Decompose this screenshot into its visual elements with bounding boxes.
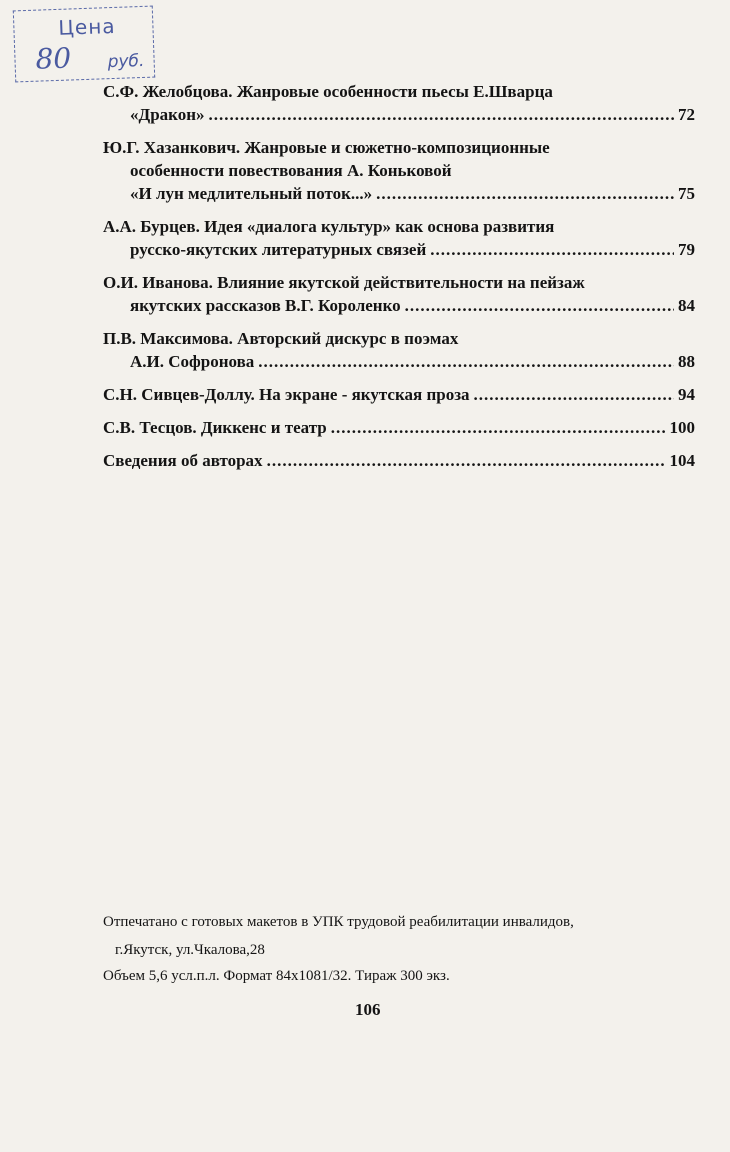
toc-entry-row bbox=[103, 294, 695, 317]
toc-leader-dots bbox=[267, 449, 666, 472]
toc-entry-row bbox=[103, 416, 695, 439]
toc-entry-title: «И лун медлительный поток...» bbox=[130, 184, 373, 203]
toc-entry-title: С.В. Тесцов. Диккенс и театр bbox=[103, 418, 327, 437]
toc-entry-line: А.А. Бурцев. Идея «диалога культур» как основа развития bbox=[103, 217, 555, 236]
toc-page-number: 75 bbox=[678, 184, 695, 203]
toc-entry-line: Ю.Г. Хазанкович. Жанровые и сюжетно-композиционные bbox=[103, 138, 550, 157]
toc-entry bbox=[103, 80, 695, 126]
price-stamp bbox=[13, 6, 155, 83]
toc-entry-row bbox=[103, 238, 695, 261]
toc-page-number: 100 bbox=[669, 418, 695, 437]
toc-entry-row bbox=[103, 182, 695, 205]
toc-page-number: 88 bbox=[678, 352, 695, 371]
toc-leader-dots bbox=[405, 294, 674, 317]
toc-entry-line: П.В. Максимова. Авторский дискурс в поэмах bbox=[103, 329, 459, 348]
toc-entry bbox=[103, 327, 695, 373]
toc-leader-dots bbox=[331, 416, 666, 439]
page-number: 106 bbox=[355, 1000, 381, 1019]
toc-entry-row bbox=[103, 383, 695, 406]
stamp-label: Цена bbox=[58, 13, 116, 40]
toc-page-number: 79 bbox=[678, 240, 695, 259]
toc-leader-dots bbox=[430, 238, 674, 261]
imprint-specs: Объем 5,6 усл.п.л. Формат 84x1081/32. Тираж 300 экз. bbox=[103, 968, 450, 984]
toc-leader-dots bbox=[474, 383, 674, 406]
toc-entry-title: С.Н. Сивцев-Доллу. На экране - якутская проза bbox=[103, 385, 470, 404]
imprint-address: г.Якутск, ул.Чкалова,28 bbox=[115, 942, 265, 958]
toc-entry-title: русско-якутских литературных связей bbox=[130, 240, 427, 259]
toc-entry-title: «Дракон» bbox=[130, 105, 205, 124]
imprint-printer: Отпечатано с готовых макетов в УПК трудовой реабилитации инвалидов, bbox=[103, 914, 574, 930]
toc-page-number: 72 bbox=[678, 105, 695, 124]
toc-leader-dots bbox=[376, 182, 674, 205]
toc-entry-line: О.И. Иванова. Влияние якутской действительности на пейзаж bbox=[103, 273, 585, 292]
toc-entry-row bbox=[103, 350, 695, 373]
table-of-contents bbox=[103, 80, 695, 482]
toc-entry-title: якутских рассказов В.Г. Короленко bbox=[130, 296, 401, 315]
toc-page-number: 104 bbox=[669, 451, 695, 470]
stamp-value: 80 bbox=[34, 41, 72, 76]
toc-entry bbox=[103, 416, 695, 439]
stamp-unit: руб. bbox=[107, 50, 145, 73]
toc-entry-line: С.Ф. Желобцова. Жанровые особенности пьесы Е.Шварца bbox=[103, 82, 553, 101]
toc-leader-dots bbox=[209, 103, 674, 126]
toc-page-number: 84 bbox=[678, 296, 695, 315]
toc-entry-title: Сведения об авторах bbox=[103, 451, 263, 470]
toc-entry bbox=[103, 136, 695, 205]
toc-entry bbox=[103, 271, 695, 317]
toc-entry bbox=[103, 215, 695, 261]
toc-entry-title: А.И. Софронова bbox=[130, 352, 255, 371]
toc-entry-line: особенности повествования А. Коньковой bbox=[130, 161, 452, 180]
toc-entry-row bbox=[103, 103, 695, 126]
toc-entry-row bbox=[103, 449, 695, 472]
toc-entry bbox=[103, 449, 695, 472]
toc-leader-dots bbox=[258, 350, 674, 373]
toc-page-number: 94 bbox=[678, 385, 695, 404]
toc-entry bbox=[103, 383, 695, 406]
